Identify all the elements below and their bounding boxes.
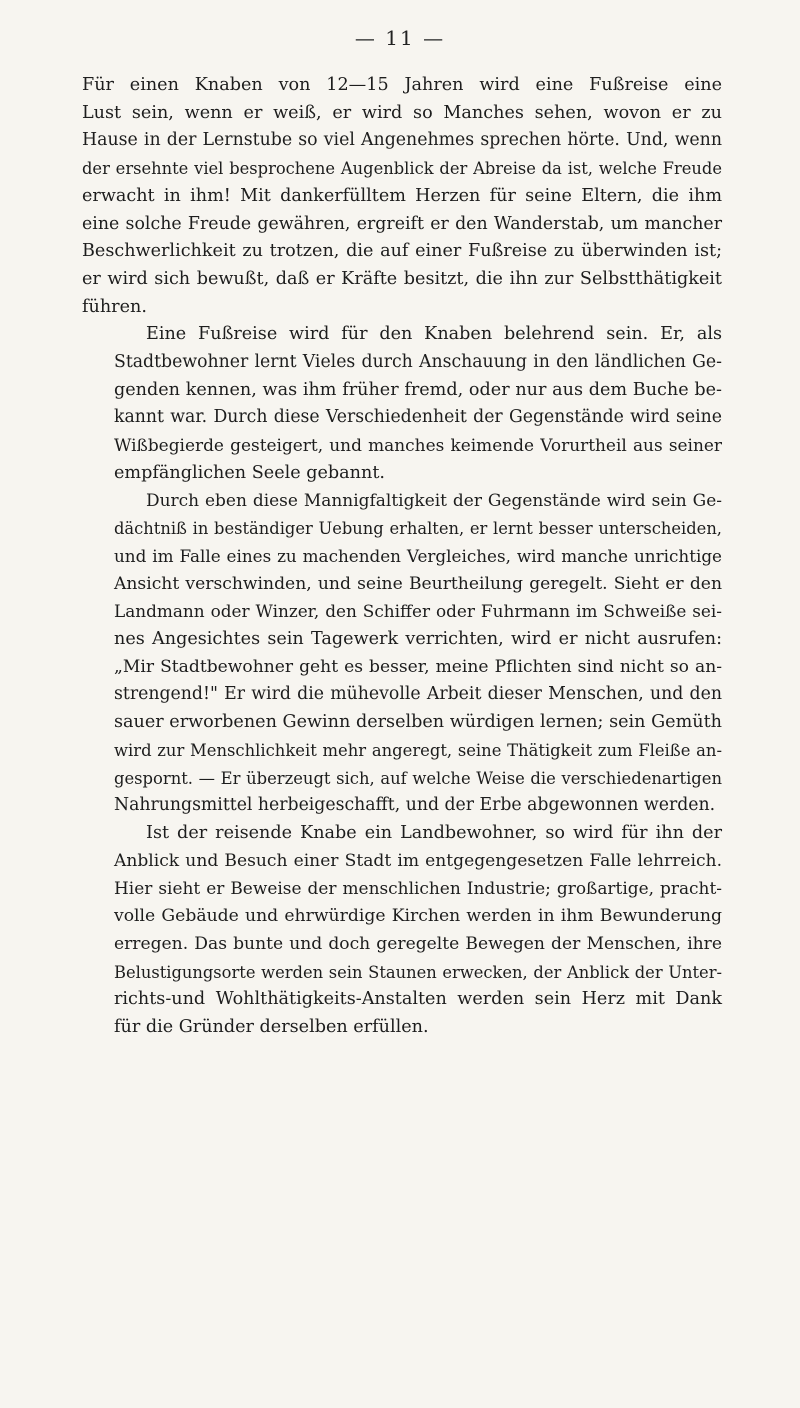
- text-line: Landmann oder Winzer, den Schiffer oder Fuhrmann im Schweiße sei-: [114, 601, 722, 622]
- text-line: für die Gründer derselben erfüllen.: [114, 1016, 429, 1037]
- text-line: Durch eben diese Mannigfaltigkeit der Gegenstände wird sein Ge-: [146, 490, 722, 511]
- paragraph: [82, 488, 722, 820]
- text-line: Wißbegierde gesteigert, und manches keimende Vorurtheil aus seiner: [114, 435, 722, 456]
- text-line: dächtniß in beständiger Uebung erhalten, er lernt besser unterscheiden,: [114, 519, 722, 539]
- text-line: führen.: [82, 296, 147, 317]
- paragraph: [82, 72, 722, 321]
- text-line: der ersehnte viel besprochene Augenblick der Abreise da ist, welche Freude: [82, 159, 722, 179]
- text-line: „Mir Stadtbewohner geht es besser, meine Pflichten sind nicht so an-: [114, 656, 722, 677]
- text-line: nes Angesichtes sein Tagewerk verrichten, wird er nicht ausrufen:: [114, 629, 722, 650]
- text-line: erregen. Das bunte und doch geregelte Bewegen der Menschen, ihre: [114, 933, 722, 954]
- text-line: er wird sich bewußt, daß er Kräfte besitzt, die ihn zur Selbstthätigkeit: [82, 268, 722, 289]
- text-line: Beschwerlichkeit zu trotzen, die auf einer Fußreise zu überwinden ist;: [82, 241, 722, 262]
- text-line: Ist der reisende Knabe ein Landbewohner, so wird für ihn der: [146, 822, 722, 843]
- text-line: Belustigungsorte werden sein Staunen erwecken, der Anblick der Unter-: [114, 962, 722, 982]
- text-line: Für einen Knaben von 12—15 Jahren wird eine Fußreise eine: [82, 75, 722, 95]
- text-line: strengend!" Er wird die mühevolle Arbeit dieser Menschen, und den: [114, 684, 722, 705]
- text-line: Hier sieht er Beweise der menschlichen Industrie; großartige, pracht-: [114, 878, 722, 899]
- text-line: sauer erworbenen Gewinn derselben würdigen lernen; sein Gemüth: [114, 712, 722, 733]
- text-line: Lust sein, wenn er weiß, er wird so Manches sehen, wovon er zu: [82, 102, 722, 123]
- text-line: kannt war. Durch diese Verschiedenheit der Gegenstände wird seine: [114, 407, 722, 428]
- text-line: Nahrungsmittel herbeigeschafft, und der Erbe abgewonnen werden.: [114, 795, 716, 816]
- text-line: empfänglichen Seele gebannt.: [114, 462, 385, 483]
- text-line: Hause in der Lernstube so viel Angenehmes sprechen hörte. Und, wenn: [82, 130, 722, 151]
- paragraph: [82, 321, 722, 487]
- text-line: Stadtbewohner lernt Vieles durch Anschauung in den ländlichen Ge-: [114, 352, 722, 373]
- text-line: und im Falle eines zu machenden Vergleiches, wird manche unrichtige: [114, 545, 722, 566]
- text-line: richts-und Wohlthätigkeits-Anstalten werden sein Herz mit Dank: [114, 989, 722, 1010]
- text-line: genden kennen, was ihm früher fremd, oder nur aus dem Buche be-: [114, 379, 722, 400]
- text-line: volle Gebäude und ehrwürdige Kirchen werden in ihm Bewunderung: [114, 906, 722, 927]
- page-number: — 11 —: [354, 26, 446, 50]
- text-line: Eine Fußreise wird für den Knaben belehrend sein. Er, als: [146, 324, 722, 345]
- paragraph: [82, 820, 722, 1042]
- text-line: erwacht in ihm! Mit dankerfülltem Herzen für seine Eltern, die ihm: [82, 185, 722, 206]
- body-text: [82, 72, 722, 1042]
- text-line: wird zur Menschlichkeit mehr angeregt, seine Thätigkeit zum Fleiße an-: [114, 740, 722, 760]
- text-line: gespornt. — Er überzeugt sich, auf welche Weise die verschiedenartigen: [114, 768, 722, 788]
- text-line: Anblick und Besuch einer Stadt im entgegengesetzen Falle lehrreich.: [114, 850, 722, 871]
- text-line: eine solche Freude gewähren, ergreift er den Wanderstab, um mancher: [82, 213, 722, 234]
- text-line: Ansicht verschwinden, und seine Beurtheilung geregelt. Sieht er den: [114, 573, 722, 594]
